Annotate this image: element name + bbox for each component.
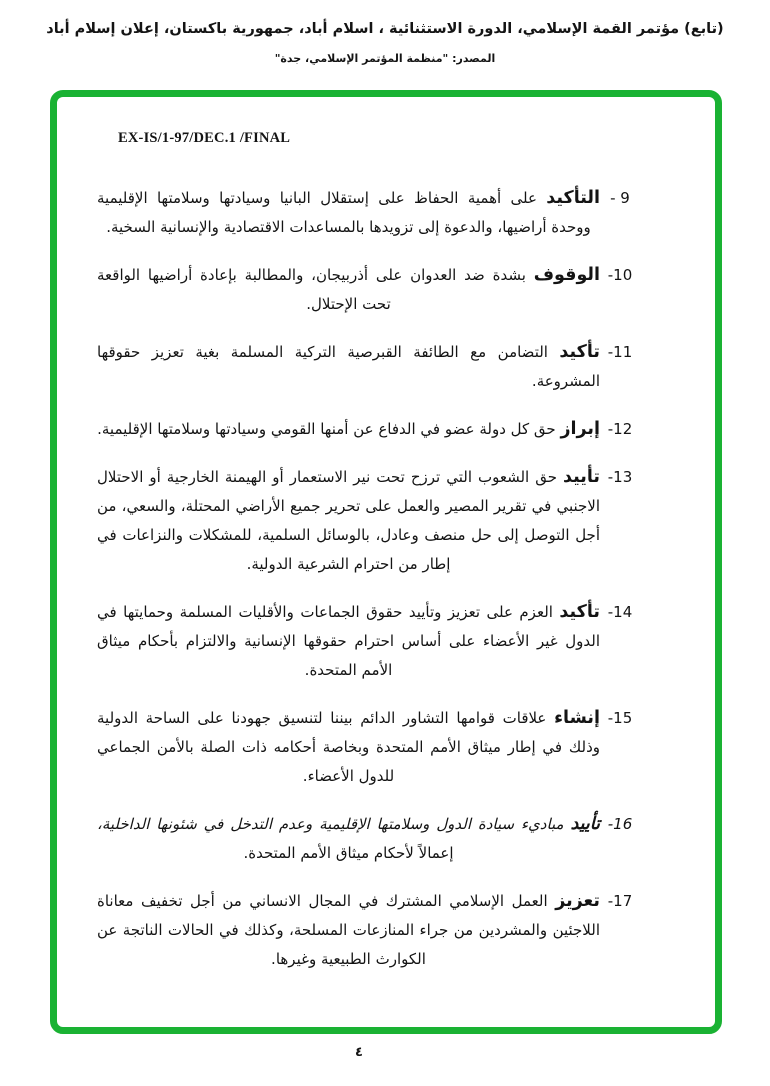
paragraph-text: التأكيد على أهمية الحفاظ على إستقلال البانيا وسيادتها وسلامتها الإقليمية ووحدة أراضيها، والدعوة إلى تزويدها بالمساعدات الاقتصادية والإنسانية السخية. bbox=[97, 188, 600, 236]
paragraph-14 bbox=[97, 598, 640, 685]
paragraph-16 bbox=[97, 810, 640, 868]
paragraph-number: -15 bbox=[607, 709, 633, 727]
paragraph-text: إنشاء علاقات قوامها التشاور الدائم بيننا لتنسيق جهودنا على الساحة الدولية وذلك في إطار ميثاق الأمم المتحدة وبخاصة أحكامه ذات الصلة بالأمن الجماعي للدول الأعضاء. bbox=[97, 708, 600, 785]
paragraph-lead-word: تأكيد bbox=[559, 602, 600, 622]
paragraph-text-upright: إعمالاً لأحكام ميثاق الأمم المتحدة. bbox=[243, 844, 454, 862]
paragraph-number: -12 bbox=[607, 420, 633, 438]
reference-code: EX-IS/1-97/DEC.1 /FINAL bbox=[118, 130, 291, 146]
paragraph-number: -10 bbox=[607, 266, 633, 284]
paragraph-text: تعزيز العمل الإسلامي المشترك في المجال الانساني من أجل تخفيف معاناة اللاجئين والمشردين من جراء المنازعات المسلحة، وكذلك في الحالات الناتجة عن الكوارث الطبيعية وغيرها. bbox=[97, 891, 600, 968]
paragraph-number: -11 bbox=[607, 343, 633, 361]
paragraph-text: الوقوف بشدة ضد العدوان على أذربيجان، والمطالبة بإعادة أراضيها الواقعة تحت الإحتلال. bbox=[97, 265, 600, 313]
paragraph-9 bbox=[97, 184, 640, 242]
page-number: ٤ bbox=[355, 1045, 363, 1060]
paragraph-lead-word: إنشاء bbox=[554, 708, 600, 728]
paragraph-text: تأييد مباديء سيادة الدول وسلامتها الإقليمية وعدم التدخل في شئونها الداخلية، إعمالاً لأحكام ميثاق الأمم المتحدة. bbox=[97, 814, 600, 862]
paragraph-number: -14 bbox=[607, 603, 633, 621]
paragraph-lead-word: تأييد bbox=[570, 814, 600, 834]
paragraph-list bbox=[97, 184, 640, 993]
paragraph-number: -17 bbox=[607, 892, 633, 910]
paragraph-lead-word: تأييد bbox=[563, 467, 600, 487]
paragraph-17 bbox=[97, 887, 640, 974]
paragraph-10 bbox=[97, 261, 640, 319]
paragraph-lead-word: التأكيد bbox=[546, 188, 600, 208]
paragraph-11 bbox=[97, 338, 640, 396]
paragraph-text: إبراز حق كل دولة عضو في الدفاع عن أمنها القومي وسيادتها وسلامتها الإقليمية. bbox=[97, 419, 600, 439]
paragraph-15 bbox=[97, 704, 640, 791]
document-header-title: (تابع) مؤتمر القمة الإسلامي، الدورة الاستثنائية ، اسلام أباد، جمهورية باكستان، إعلان إسلام أباد bbox=[46, 21, 724, 37]
paragraph-lead-word: تعزيز bbox=[555, 891, 600, 911]
paragraph-12 bbox=[97, 415, 640, 444]
paragraph-text: تأكيد التضامن مع الطائفة القبرصية التركية المسلمة بغية تعزيز حقوقها المشروعة. bbox=[97, 342, 600, 390]
paragraph-number: -16 bbox=[607, 815, 633, 833]
paragraph-lead-word: إبراز bbox=[560, 419, 600, 439]
paragraph-13 bbox=[97, 463, 640, 579]
paragraph-lead-word: تأكيد bbox=[559, 342, 600, 362]
paragraph-number: -13 bbox=[607, 468, 633, 486]
paragraph-text: تأييد حق الشعوب التي ترزح تحت نير الاستعمار أو الهيمنة الخارجية أو الاحتلال الاجنبي في تقرير المصير والعمل على تحرير جميع الأراضي المحتلة، والسعي، من أجل التوصل إلى حل منصف وعادل، بالوسائل السلمية، للمشكلات والنزاعات في إطار من احترام الشرعية الدولية. bbox=[97, 467, 600, 573]
paragraph-text: تأكيد العزم على تعزيز وتأييد حقوق الجماعات والأقليات المسلمة وحمايتها في الدول غير الأعضاء على أساس احترام حقوقها الإنسانية والالتزام بأحكام ميثاق الأمم المتحدة. bbox=[97, 602, 600, 679]
paragraph-lead-word: الوقوف bbox=[533, 265, 600, 285]
paragraph-number: - 9 bbox=[610, 189, 630, 207]
document-source-line: المصدر: "منظمة المؤتمر الإسلامي، جدة" bbox=[274, 52, 496, 65]
